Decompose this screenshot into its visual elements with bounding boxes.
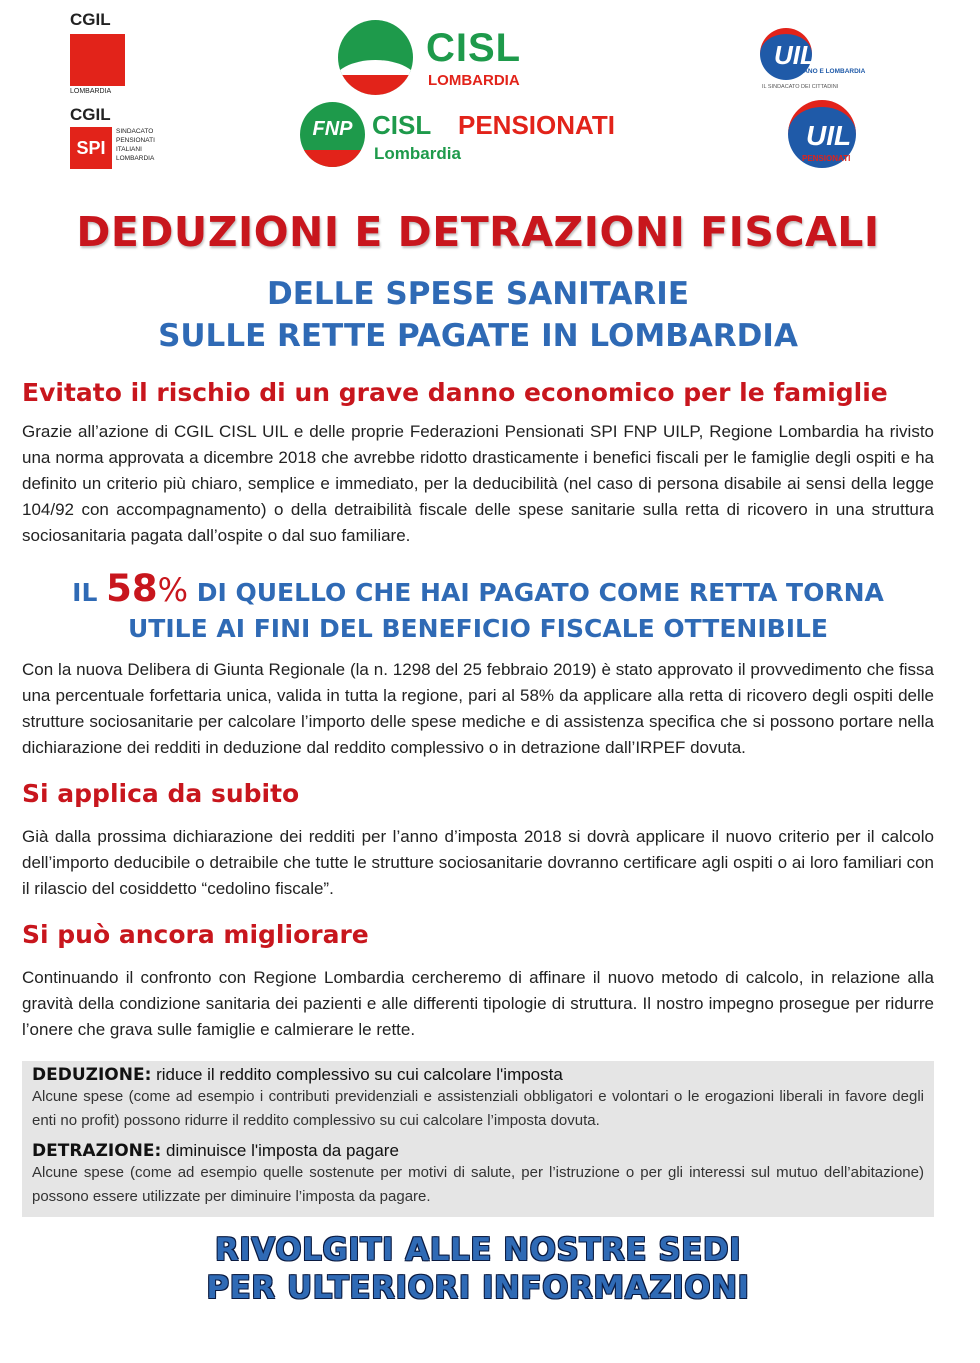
cgil-logo-name: CGIL xyxy=(70,10,111,29)
spi-line: SINDACATO xyxy=(116,128,154,135)
deduzione-desc: Alcune spese (come ad esempio i contributi previdenziali e assistenziali obbligatori e volontari o le erogazioni liberali in favore degli enti no profit) possono ridurre il reddito complessivo su cui calcolare l’imposta dovuta. xyxy=(32,1088,924,1129)
uil-logo-tagline: IL SINDACATO DEI CITTADINI xyxy=(762,84,839,90)
uil-lombardia-logo xyxy=(760,28,880,88)
fnp-cisl-pensionati-logo xyxy=(300,102,620,172)
section-2-heading: Si applica da subito xyxy=(22,779,300,808)
uil-logo-name: UIL xyxy=(774,40,816,70)
subtitle-2: SULLE RETTE PAGATE IN LOMBARDIA xyxy=(158,318,798,354)
detrazione-desc: Alcune spese (come ad esempio quelle sostenute per motivi di salute, per l’istruzione o per gli interessi sul mutuo dell’abitazione) possono essere utilizzate per diminuire l’imposta da pagare. xyxy=(32,1164,924,1205)
spi-line: ITALIANI xyxy=(116,146,142,153)
footer-line-2: PER ULTERIORI INFORMAZIONI xyxy=(206,1270,750,1306)
highlight-body: Con la nuova Delibera di Giunta Regionale (la n. 1298 del 25 febbraio 2019) è stato approvato il provvedimento che fissa una percentuale forfettaria unica, valida in tutta la regione, pari al 58% da applicare alla retta di ricovero degli ospiti delle strutture sociosanitarie per calcolare l’importo delle spese mediche e di assistenza specifica che si possono portare nella dichiarazione dei redditi in deduzione dal reddito complessivo o in detrazione dall’IRPEF dovuta. xyxy=(22,660,934,757)
footer-line-1: RIVOLGITI ALLE NOSTRE SEDI xyxy=(214,1232,742,1268)
fnp-emblem-icon xyxy=(300,102,365,167)
spi-logo-name: CGIL xyxy=(70,105,111,124)
logo-header xyxy=(0,0,980,195)
highlight-rest: DI QUELLO CHE HAI PAGATO COME RETTA TORNA xyxy=(187,578,884,607)
cisl-logo-name: CISL xyxy=(426,26,522,70)
fnp-logo-name1: CISL xyxy=(372,110,432,140)
detrazione-header xyxy=(32,1141,924,1161)
section-1-heading: Evitato il rischio di un grave danno economico per le famiglie xyxy=(22,378,888,407)
fnp-logo-sub: Lombardia xyxy=(374,144,461,163)
spi-line: PENSIONATI xyxy=(116,137,155,144)
main-title: DEDUZIONI E DETRAZIONI FISCALI xyxy=(76,208,880,256)
deduzione-def: riduce il reddito complessivo su cui calcolare l'imposta xyxy=(151,1065,563,1084)
spi-logo-text xyxy=(116,127,155,163)
detrazione-term: DETRAZIONE: xyxy=(32,1141,162,1161)
section-3-heading: Si può ancora migliorare xyxy=(22,920,369,949)
section-1-body: Grazie all’azione di CGIL CISL UIL e delle proprie Federazioni Pensionati SPI FNP UILP, Regione Lombardia ha rivisto una norma approvata a dicembre 2018 che avrebbe ridotto drasticamente i benefici fiscali per le famiglie degli ospiti e ha definito un criterio più chiaro, semplice e immediato, per la deducibilità (nel caso di persona disabile ai sensi della legge 104/92 con accompagnamento) o della detraibilità fiscale delle spese sanitarie sulla retta di ricovero in una struttura sociosanitaria pagata dall’ospite o dal suo familiare. xyxy=(22,422,934,545)
cisl-emblem-icon xyxy=(338,20,413,95)
cgil-logo-sub: LOMBARDIA xyxy=(70,88,112,95)
cgil-logo xyxy=(70,10,135,95)
section-3-body: Continuando il confronto con Regione Lombardia cercheremo di affinare il nuovo metodo di calcolo, in relazione alla gravità della condizione sanitaria dei pazienti e alle differenti tipologie di struttura. Il nostro impegno prosegue per ridurre l’onere che grava sulle famiglie e calmierare le rette. xyxy=(22,968,934,1039)
detrazione-def: diminuisce l'imposta da pagare xyxy=(161,1141,399,1160)
fnp-logo-name2: PENSIONATI xyxy=(458,110,615,140)
uil-logo-sub: MILANO E LOMBARDIA xyxy=(792,68,866,75)
spi-line: LOMBARDIA xyxy=(116,155,155,162)
highlight-number: 58 xyxy=(106,567,158,610)
section-2-body: Già dalla prossima dichiarazione dei redditi per l’anno d’imposta 2018 si dovrà applicare il nuovo criterio per il calcolo dell’importo deducibile o detraibile che tutte le strutture sociosanitarie dovranno certificare agli ospiti o ai loro familiari con il rilascio del cosiddetto “cedolino fiscale”. xyxy=(22,827,934,898)
cisl-lombardia-logo xyxy=(338,20,558,95)
highlight-prefix: IL xyxy=(72,578,107,607)
uilp-logo-sub: PENSIONATI xyxy=(802,154,851,163)
cgil-red-square xyxy=(70,34,125,86)
cisl-logo-sub: LOMBARDIA xyxy=(428,72,520,89)
glossary-box xyxy=(22,1061,934,1217)
deduzione-term: DEDUZIONE: xyxy=(32,1065,152,1085)
spi-cgil-logo xyxy=(70,105,190,169)
spi-badge: SPI xyxy=(70,127,112,169)
uil-pensionati-logo xyxy=(788,100,878,172)
highlight-percent: % xyxy=(157,571,188,609)
highlight-line-1 xyxy=(22,567,934,611)
fnp-badge: FNP xyxy=(312,118,353,140)
uilp-logo-name: UIL xyxy=(806,120,852,151)
document-body xyxy=(22,200,934,1307)
highlight-line-2: UTILE AI FINI DEL BENEFICIO FISCALE OTTENIBILE xyxy=(128,614,828,643)
deduzione-header xyxy=(32,1065,924,1085)
subtitle-1: DELLE SPESE SANITARIE xyxy=(266,276,689,312)
